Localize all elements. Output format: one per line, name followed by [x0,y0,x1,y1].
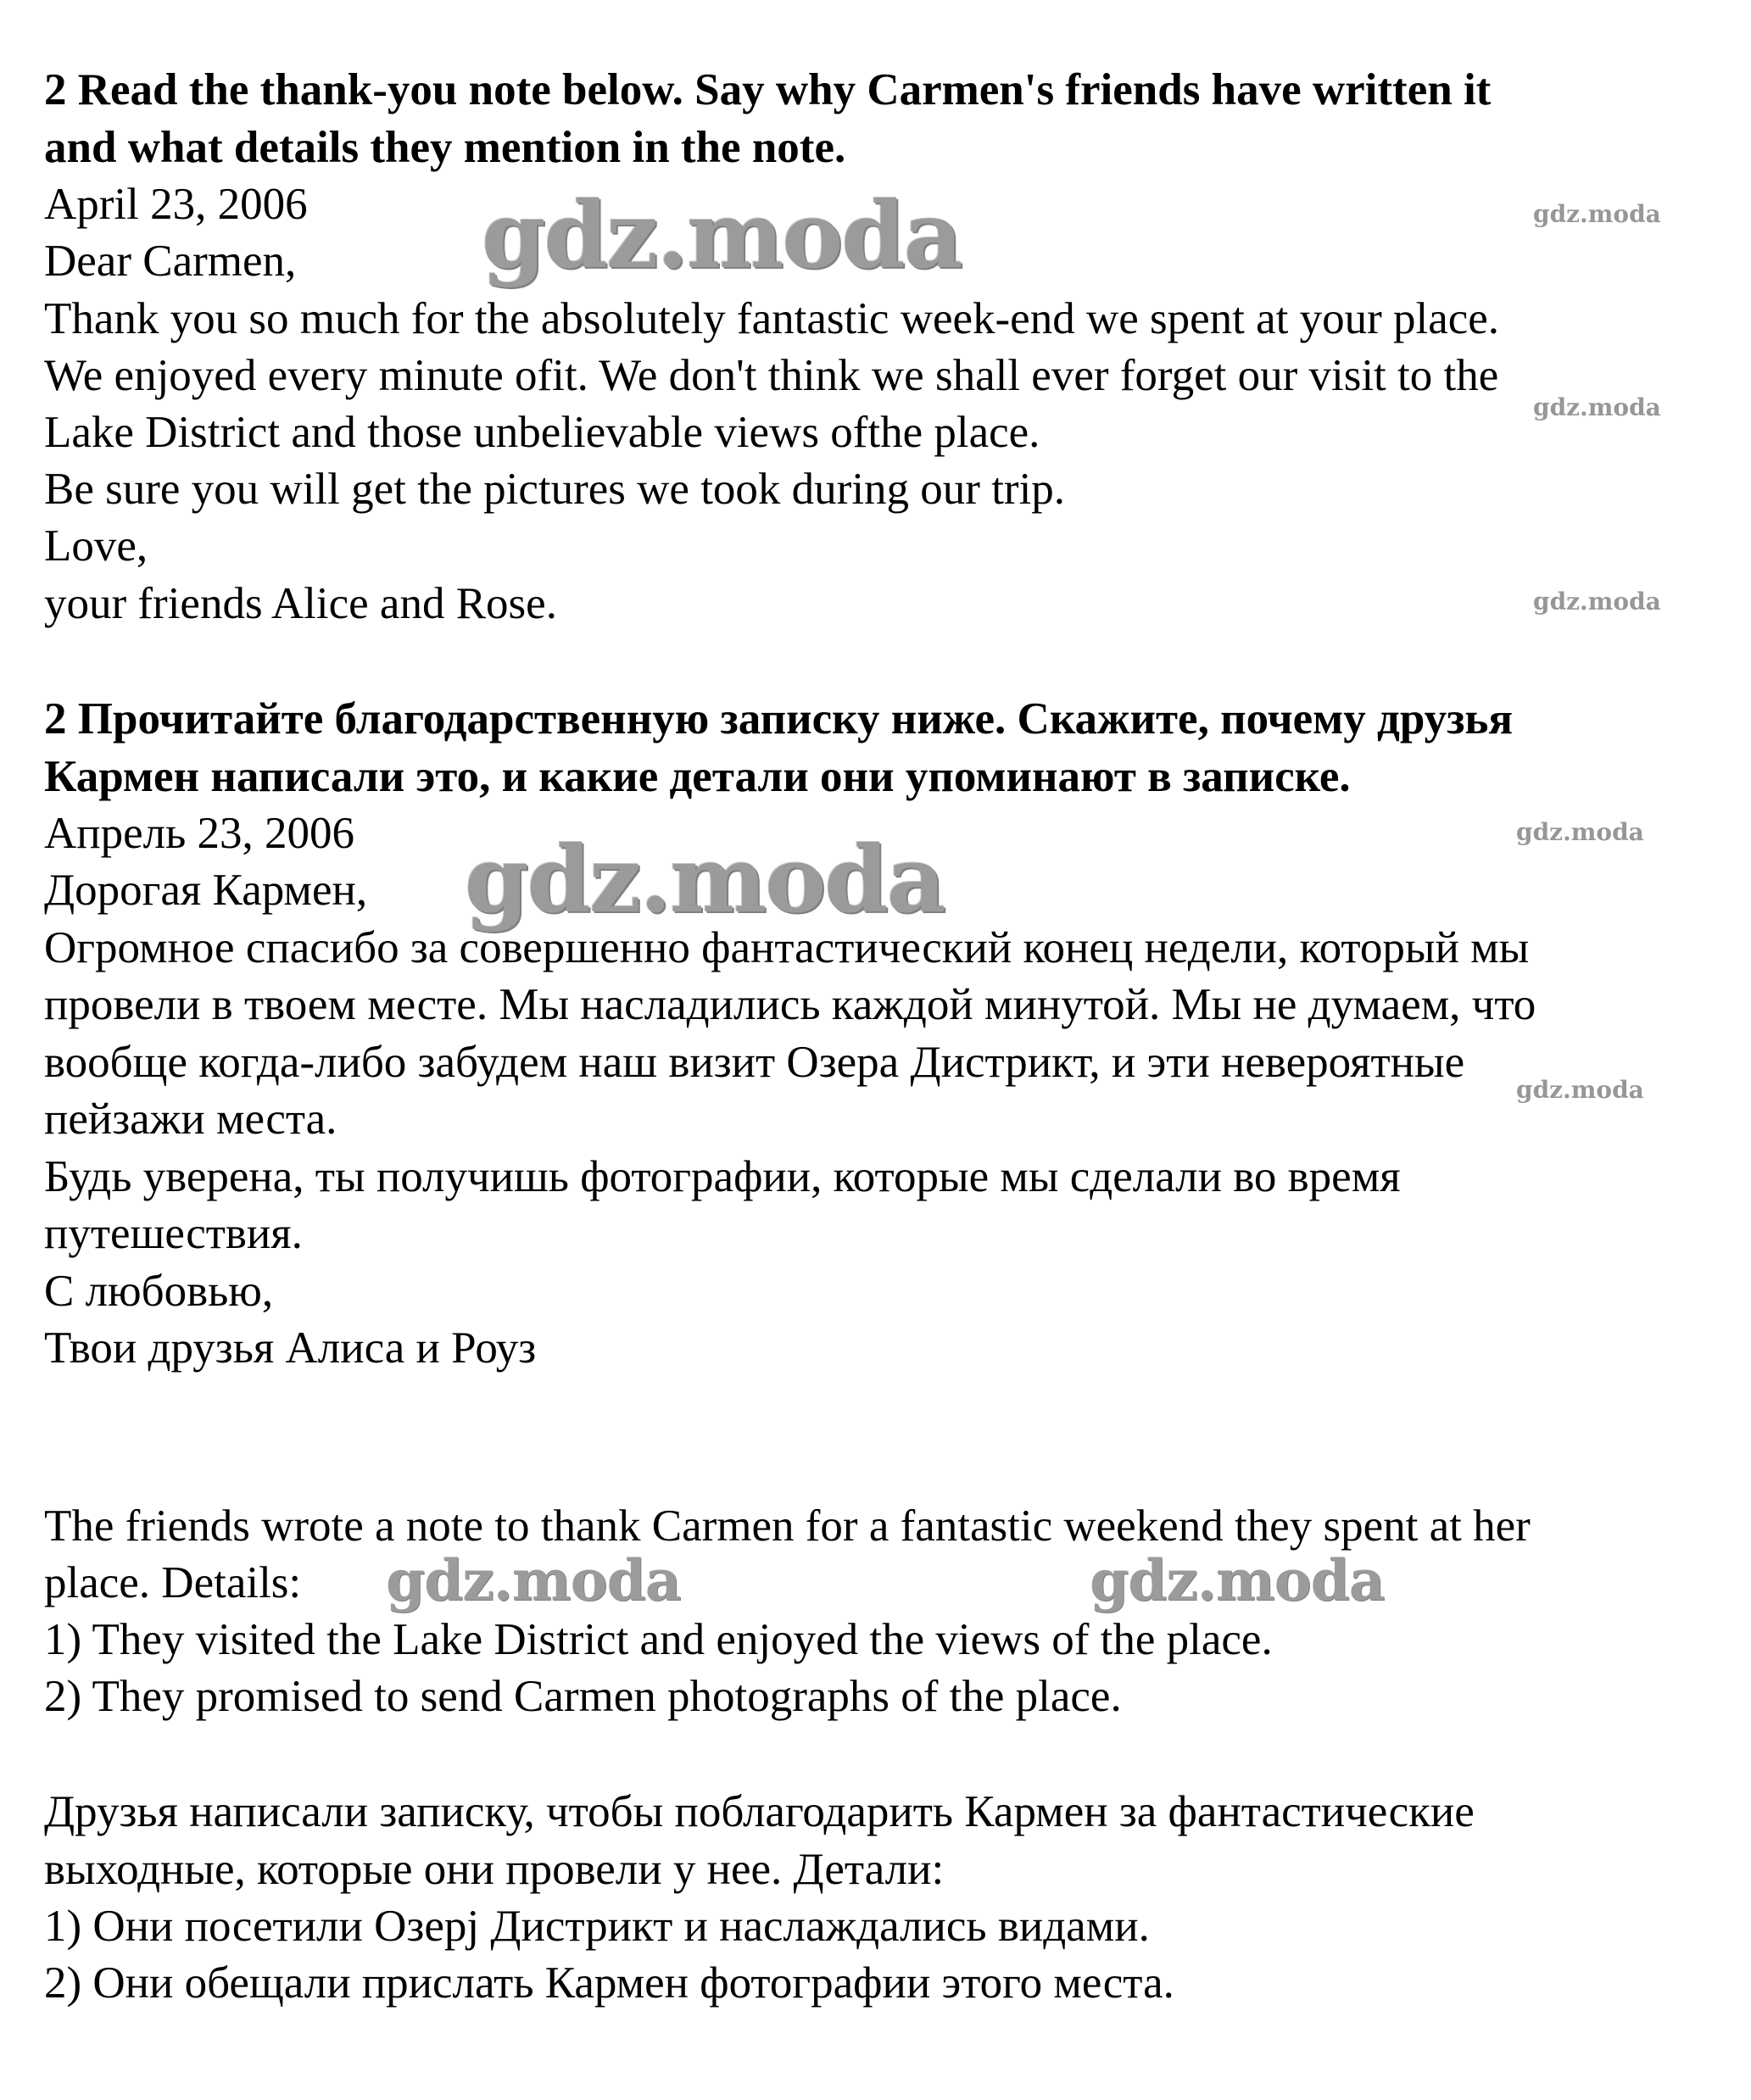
answer-en-line-3: 1) They visited the Lake District and enjoyed the views of the place. [44,1615,1273,1664]
answer-ru-line-2: выходные, которые они провели у нее. Детали: [44,1845,945,1894]
watermark-small-5: gdz.moda [1516,1076,1644,1104]
english-heading-line-1: 2 Read the thank-you note below. Say why Carmen's friends have written it [44,65,1492,114]
answer-ru-line-3: 1) Они посетили Озерј Дистрикт и наслаждались видами. [44,1902,1150,1951]
english-signature: your friends Alice and Rose. [44,579,557,628]
watermark-small-1: gdz.moda [1533,200,1661,228]
watermark-small-4: gdz.moda [1516,818,1644,846]
russian-closing: С любовью, [44,1267,274,1316]
russian-signature: Твои друзья Алиса и Роуз [44,1323,537,1373]
russian-body-line-4: пейзажи места. [44,1095,337,1144]
english-body-line-3: Lake District and those unbelievable views ofthe place. [44,408,1040,457]
watermark-medium-1: gdz.moda [386,1547,681,1613]
russian-body-line-5: Будь уверена, ты получишь фотографии, которые мы сделали во время [44,1152,1401,1201]
russian-heading-line-1: 2 Прочитайте благодарственную записку ниже. Скажите, почему друзья [44,694,1514,744]
english-closing: Love, [44,521,148,571]
russian-date: Апрель 23, 2006 [44,809,355,858]
russian-body-line-6: путешествия. [44,1209,303,1258]
answer-ru-line-1: Друзья написали записку, чтобы поблагодарить Кармен за фантастические [44,1787,1475,1836]
watermark-large-2: gdz.moda [465,827,945,933]
russian-body-line-3: вообще когда-либо забудем наш визит Озера Дистрикт, и эти невероятные [44,1038,1465,1087]
english-body-line-1: Thank you so much for the absolutely fantastic week-end we spent at your place. [44,294,1500,343]
russian-body-line-2: провели в твоем месте. Мы насладились каждой минутой. Мы не думаем, что [44,980,1536,1029]
russian-heading-line-2: Кармен написали это, и какие детали они упоминают в записке. [44,752,1351,801]
answer-en-line-4: 2) They promised to send Carmen photographs of the place. [44,1672,1122,1721]
watermark-large-1: gdz.moda [482,182,962,289]
watermark-medium-2: gdz.moda [1090,1547,1385,1613]
russian-body-line-1: Огромное спасибо за совершенно фантастический конец недели, который мы [44,923,1530,972]
answer-ru-line-4: 2) Они обещали прислать Кармен фотографии этого места. [44,1958,1174,2008]
english-body-line-4: Be sure you will get the pictures we took during our trip. [44,465,1066,514]
english-greeting: Dear Carmen, [44,237,297,286]
watermark-small-2: gdz.moda [1533,393,1661,421]
english-body-line-2: We enjoyed every minute ofit. We don't think we shall ever forget our visit to the [44,351,1499,400]
russian-greeting: Дорогая Кармен, [44,866,368,915]
watermark-small-3: gdz.moda [1533,588,1661,616]
english-date: April 23, 2006 [44,180,308,229]
english-heading-line-2: and what details they mention in the note. [44,123,846,172]
answer-en-line-1: The friends wrote a note to thank Carmen for a fantastic weekend they spent at her [44,1501,1531,1551]
answer-en-line-2: place. Details: [44,1558,302,1607]
